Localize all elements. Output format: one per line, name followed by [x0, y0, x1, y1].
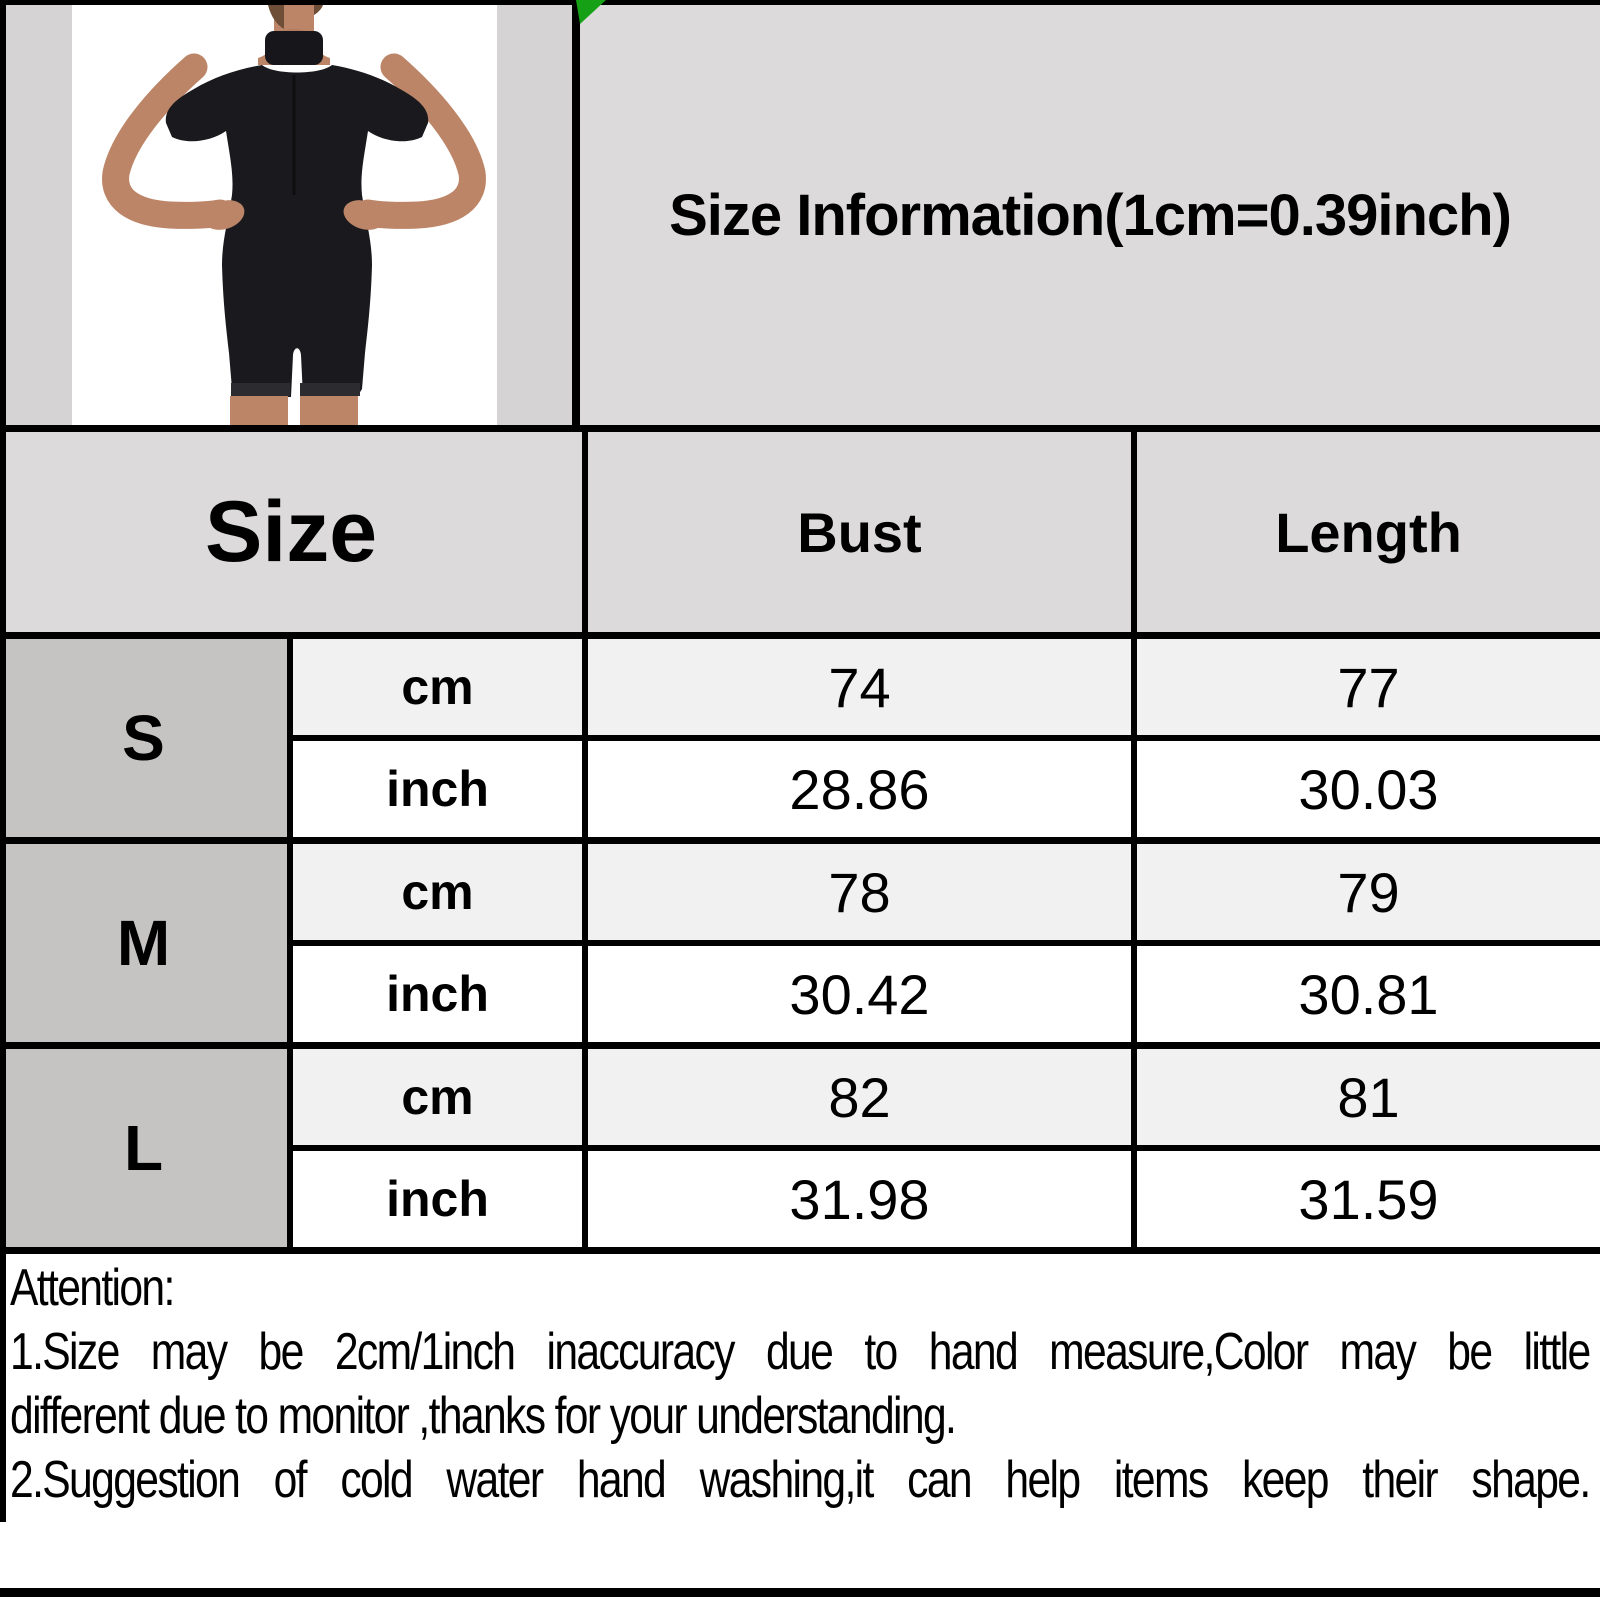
table-row-size-l	[0, 1049, 1600, 1247]
table-border	[0, 837, 1600, 844]
bust-value: 74	[828, 655, 891, 719]
table-row	[293, 1151, 1600, 1247]
length-value: 81	[1337, 1065, 1400, 1129]
model-figure-illustration	[72, 5, 497, 425]
size-label: S	[0, 639, 287, 837]
length-value: 30.81	[1298, 962, 1439, 1026]
vertical-divider	[572, 5, 580, 425]
table-row	[293, 741, 1600, 837]
product-photo	[72, 5, 497, 425]
length-value: 77	[1337, 655, 1400, 719]
table-row-size-m	[0, 844, 1600, 1042]
size-column-header: Size	[0, 432, 582, 632]
unit-label: cm	[401, 1069, 474, 1125]
size-label: L	[0, 1049, 287, 1247]
table-border	[0, 1042, 1600, 1049]
unit-label: cm	[401, 659, 474, 715]
length-value: 31.59	[1298, 1167, 1439, 1231]
unit-label: inch	[386, 761, 489, 817]
unit-label: inch	[386, 966, 489, 1022]
product-photo-cell	[6, 5, 572, 425]
bust-value: 82	[828, 1065, 891, 1129]
bust-value: 31.98	[789, 1167, 930, 1231]
table-row	[293, 1049, 1600, 1145]
table-row	[293, 946, 1600, 1042]
bust-value: 28.86	[789, 757, 930, 821]
attention-heading: Attention:	[10, 1259, 174, 1317]
length-value: 79	[1337, 860, 1400, 924]
bust-value: 30.42	[789, 962, 930, 1026]
table-row	[293, 844, 1600, 940]
table-row-size-s	[0, 639, 1600, 837]
table-row	[293, 639, 1600, 735]
attention-line-1: 1.Size may be 2cm/1inch inaccuracy due to hand measure,Color may be little	[10, 1323, 1590, 1381]
attention-line-2: different due to monitor ,thanks for your understanding.	[10, 1387, 956, 1445]
length-value: 30.03	[1298, 757, 1439, 821]
left-border-line	[0, 0, 6, 1522]
unit-label: inch	[386, 1171, 489, 1227]
corner-flag-icon	[576, 0, 610, 26]
table-border	[0, 425, 1600, 432]
photo-left-strip	[6, 5, 72, 425]
table-border	[0, 632, 1600, 639]
bust-column-header: Bust	[588, 432, 1131, 632]
bust-value: 78	[828, 860, 891, 924]
size-table	[0, 425, 1600, 1254]
length-column-header: Length	[1137, 432, 1600, 632]
bottom-border-bar	[0, 1588, 1600, 1597]
table-border	[0, 1247, 1600, 1254]
photo-right-strip	[497, 5, 572, 425]
title-cell	[580, 5, 1600, 425]
page-title: Size Information(1cm=0.39inch)	[669, 182, 1511, 248]
unit-label: cm	[401, 864, 474, 920]
top-section	[6, 5, 1600, 425]
attention-note	[10, 1256, 1590, 1512]
size-label: M	[0, 844, 287, 1042]
attention-line-3: 2.Suggestion of cold water hand washing,it can help items keep their shape.	[10, 1451, 1590, 1509]
table-header-row	[0, 432, 1600, 632]
